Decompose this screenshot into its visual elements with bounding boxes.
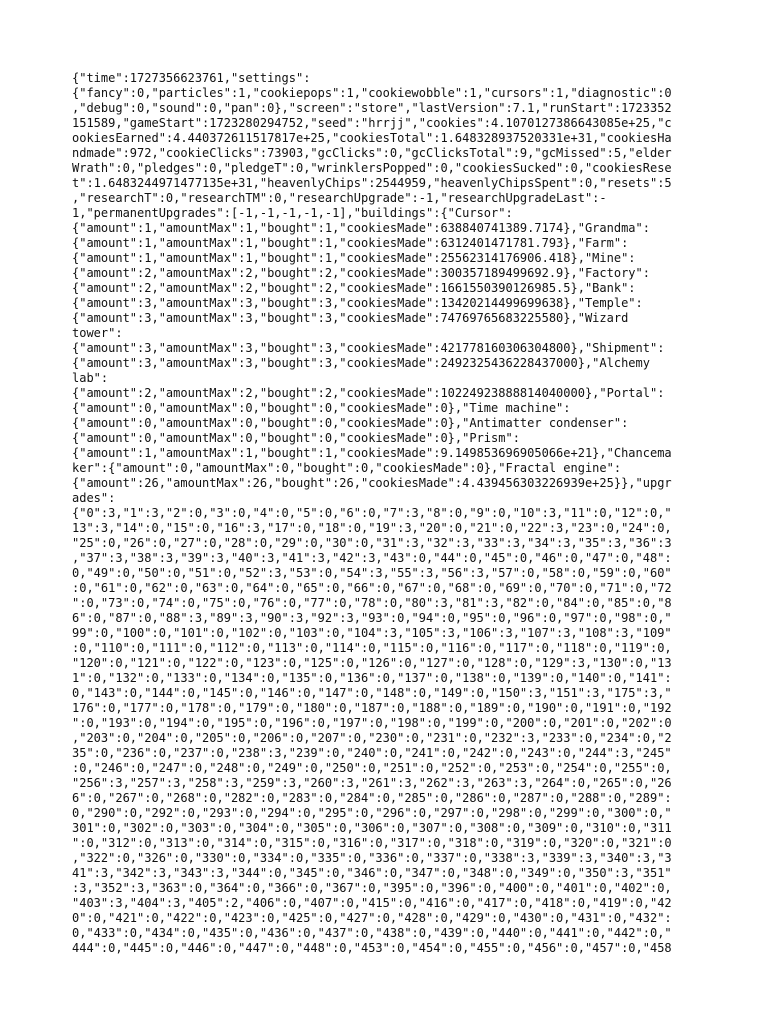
text-line: {"amount":1,"amountMax":1,"bought":1,"cookiesMade":25562314176906.418},"Mine": <box>72 251 636 265</box>
text-line: 0,"143":0,"144":0,"145":0,"146":0,"147":0,"148":0,"149":0,"150":3,"151":3,"175":3," <box>72 686 672 700</box>
text-line: 6":0,"267":0,"268":0,"282":0,"283":0,"284":0,"285":0,"286":0,"287":0,"288":0,"289": <box>72 791 672 805</box>
text-line: ,"debug":0,"sound":0,"pan":0},"screen":"store","lastVersion":7.1,"runStart":1723352 <box>72 101 672 115</box>
text-line: {"amount":1,"amountMax":1,"bought":1,"cookiesMade":638840741389.7174},"Grandma": <box>72 221 650 235</box>
text-line: 1,"permanentUpgrades":[-1,-1,-1,-1,-1],"buildings":{"Cursor": <box>72 206 513 220</box>
text-line: 41":3,"342":3,"343":3,"344":0,"345":0,"346":0,"347":0,"348":0,"349":0,"350":3,"351" <box>72 866 672 880</box>
text-line: {"0":3,"1":3,"2":0,"3":0,"4":0,"5":0,"6":0,"7":3,"8":0,"9":0,"10":3,"11":0,"12":0," <box>72 506 672 520</box>
text-line: {"amount":0,"amountMax":0,"bought":0,"cookiesMade":0},"Time machine": <box>72 401 571 415</box>
text-line: ,"researchT":0,"researchTM":0,"researchUpgrade":-1,"researchUpgradeLast":- <box>72 191 607 205</box>
text-line: 0,"433":0,"434":0,"435":0,"436":0,"437":0,"438":0,"439":0,"440":0,"441":0,"442":0," <box>72 926 672 940</box>
text-line: {"amount":2,"amountMax":2,"bought":2,"cookiesMade":10224923888814040000},"Portal": <box>72 386 665 400</box>
text-line: ,"203":0,"204":0,"205":0,"206":0,"207":0,"230":0,"231":0,"232":3,"233":0,"234":0,"2 <box>72 731 672 745</box>
json-text-block <box>72 71 672 956</box>
text-line: "120":0,"121":0,"122":0,"123":0,"125":0,"126":0,"127":0,"128":0,"129":3,"130":0,"13 <box>72 656 672 670</box>
text-line: "25":0,"26":0,"27":0,"28":0,"29":0,"30":0,"31":3,"32":3,"33":3,"34":3,"35":3,"36":3 <box>72 536 672 550</box>
text-line: ades": <box>72 491 116 505</box>
text-line: {"time":1727356623761,"settings": <box>72 71 311 85</box>
text-line: 0,"49":0,"50":0,"51":0,"52":3,"53":0,"54":3,"55":3,"56":3,"57":0,"58":0,"59":0,"60" <box>72 566 672 580</box>
text-line: Wrath":0,"pledges":0,"pledgeT":0,"wrinklersPopped":0,"cookiesSucked":0,"cookiesRese <box>72 161 672 175</box>
text-line: 0,"290":0,"292":0,"293":0,"294":0,"295":0,"296":0,"297":0,"298":0,"299":0,"300":0," <box>72 806 672 820</box>
text-line: 6":0,"87":0,"88":3,"89":3,"90":3,"92":3,"93":0,"94":0,"95":0,"96":0,"97":0,"98":0," <box>72 611 672 625</box>
text-line: 301":0,"302":0,"303":0,"304":0,"305":0,"306":0,"307":0,"308":0,"309":0,"310":0,"311 <box>72 821 672 835</box>
text-line: ":0,"312":0,"313":0,"314":0,"315":0,"316":0,"317":0,"318":0,"319":0,"320":0,"321":0 <box>72 836 672 850</box>
text-line: ookiesEarned":4.440372611517817e+25,"cookiesTotal":1.648328937520331e+31,"cookiesHa <box>72 131 672 145</box>
text-line: t":1.6483244971477135e+31,"heavenlyChips":2544959,"heavenlyChipsSpent":0,"resets":5 <box>72 176 672 190</box>
text-line: {"amount":3,"amountMax":3,"bought":3,"cookiesMade":74769765683225580},"Wizard <box>72 311 629 325</box>
text-line: "256":3,"257":3,"258":3,"259":3,"260":3,"261":3,"262":3,"263":3,"264":0,"265":0,"26 <box>72 776 672 790</box>
text-line: 13":3,"14":0,"15":0,"16":3,"17":0,"18":0,"19":3,"20":0,"21":0,"22":3,"23":0,"24":0, <box>72 521 672 535</box>
text-line: {"amount":1,"amountMax":1,"bought":1,"cookiesMade":9.149853696905066e+21},"Chancema <box>72 446 672 460</box>
text-line: ker":{"amount":0,"amountMax":0,"bought":0,"cookiesMade":0},"Fractal engine": <box>72 461 622 475</box>
text-line: ,"322":0,"326":0,"330":0,"334":0,"335":0,"336":0,"337":0,"338":3,"339":3,"340":3,"3 <box>72 851 672 865</box>
text-line: ":0,"193":0,"194":0,"195":0,"196":0,"197":0,"198":0,"199":0,"200":0,"201":0,"202":0 <box>72 716 672 730</box>
text-line: "403":3,"404":3,"405":2,"406":0,"407":0,"415":0,"416":0,"417":0,"418":0,"419":0,"42 <box>72 896 672 910</box>
text-line: 444":0,"445":0,"446":0,"447":0,"448":0,"453":0,"454":0,"455":0,"456":0,"457":0,"458 <box>72 941 672 955</box>
text-line: ,"37":3,"38":3,"39":3,"40":3,"41":3,"42":3,"43":0,"44":0,"45":0,"46":0,"47":0,"48": <box>72 551 672 565</box>
text-line: 0":0,"421":0,"422":0,"423":0,"425":0,"427":0,"428":0,"429":0,"430":0,"431":0,"432": <box>72 911 672 925</box>
text-line: {"amount":0,"amountMax":0,"bought":0,"cookiesMade":0},"Antimatter condenser": <box>72 416 629 430</box>
text-line: tower": <box>72 326 123 340</box>
text-line: :3,"352":3,"363":0,"364":0,"366":0,"367":0,"395":0,"396":0,"400":0,"401":0,"402":0, <box>72 881 672 895</box>
text-line: {"amount":0,"amountMax":0,"bought":0,"cookiesMade":0},"Prism": <box>72 431 520 445</box>
text-line: 1":0,"132":0,"133":0,"134":0,"135":0,"136":0,"137":0,"138":0,"139":0,"140":0,"141": <box>72 671 672 685</box>
text-line: 151589,"gameStart":1723280294752,"seed":"hrrjj","cookies":4.1070127386643085e+25,"c <box>72 116 672 130</box>
text-line: :0,"61":0,"62":0,"63":0,"64":0,"65":0,"66":0,"67":0,"68":0,"69":0,"70":0,"71":0,"72 <box>72 581 672 595</box>
text-line: {"fancy":0,"particles":1,"cookiepops":1,"cookiewobble":1,"cursors":1,"diagnostic":0 <box>72 86 672 100</box>
text-line: lab": <box>72 371 109 385</box>
text-line: {"amount":2,"amountMax":2,"bought":2,"cookiesMade":300357189499692.9},"Factory": <box>72 266 650 280</box>
text-line: :0,"110":0,"111":0,"112":0,"113":0,"114":0,"115":0,"116":0,"117":0,"118":0,"119":0, <box>72 641 672 655</box>
text-line: {"amount":1,"amountMax":1,"bought":1,"cookiesMade":6312401471781.793},"Farm": <box>72 236 629 250</box>
text-line: 99":0,"100":0,"101":0,"102":0,"103":0,"104":3,"105":3,"106":3,"107":3,"108":3,"109" <box>72 626 672 640</box>
text-line: ndmade":972,"cookieClicks":73903,"gcClicks":0,"gcClicksTotal":9,"gcMissed":5,"elder <box>72 146 672 160</box>
text-line: {"amount":3,"amountMax":3,"bought":3,"cookiesMade":421778160306304800},"Shipment": <box>72 341 665 355</box>
text-line: {"amount":3,"amountMax":3,"bought":3,"cookiesMade":2492325436228437000},"Alchemy <box>72 356 650 370</box>
text-line: ":0,"73":0,"74":0,"75":0,"76":0,"77":0,"78":0,"80":3,"81":3,"82":0,"84":0,"85":0,"8 <box>72 596 672 610</box>
text-line: {"amount":26,"amountMax":26,"bought":26,"cookiesMade":4.439456303226939e+25}},"upgr <box>72 476 672 490</box>
text-line: 176":0,"177":0,"178":0,"179":0,"180":0,"187":0,"188":0,"189":0,"190":0,"191":0,"192 <box>72 701 672 715</box>
text-line: {"amount":3,"amountMax":3,"bought":3,"cookiesMade":13420214499699638},"Temple": <box>72 296 643 310</box>
text-line: {"amount":2,"amountMax":2,"bought":2,"cookiesMade":1661550390126985.5},"Bank": <box>72 281 636 295</box>
text-line: 35":0,"236":0,"237":0,"238":3,"239":0,"240":0,"241":0,"242":0,"243":0,"244":3,"245" <box>72 746 672 760</box>
text-line: :0,"246":0,"247":0,"248":0,"249":0,"250":0,"251":0,"252":0,"253":0,"254":0,"255":0, <box>72 761 672 775</box>
